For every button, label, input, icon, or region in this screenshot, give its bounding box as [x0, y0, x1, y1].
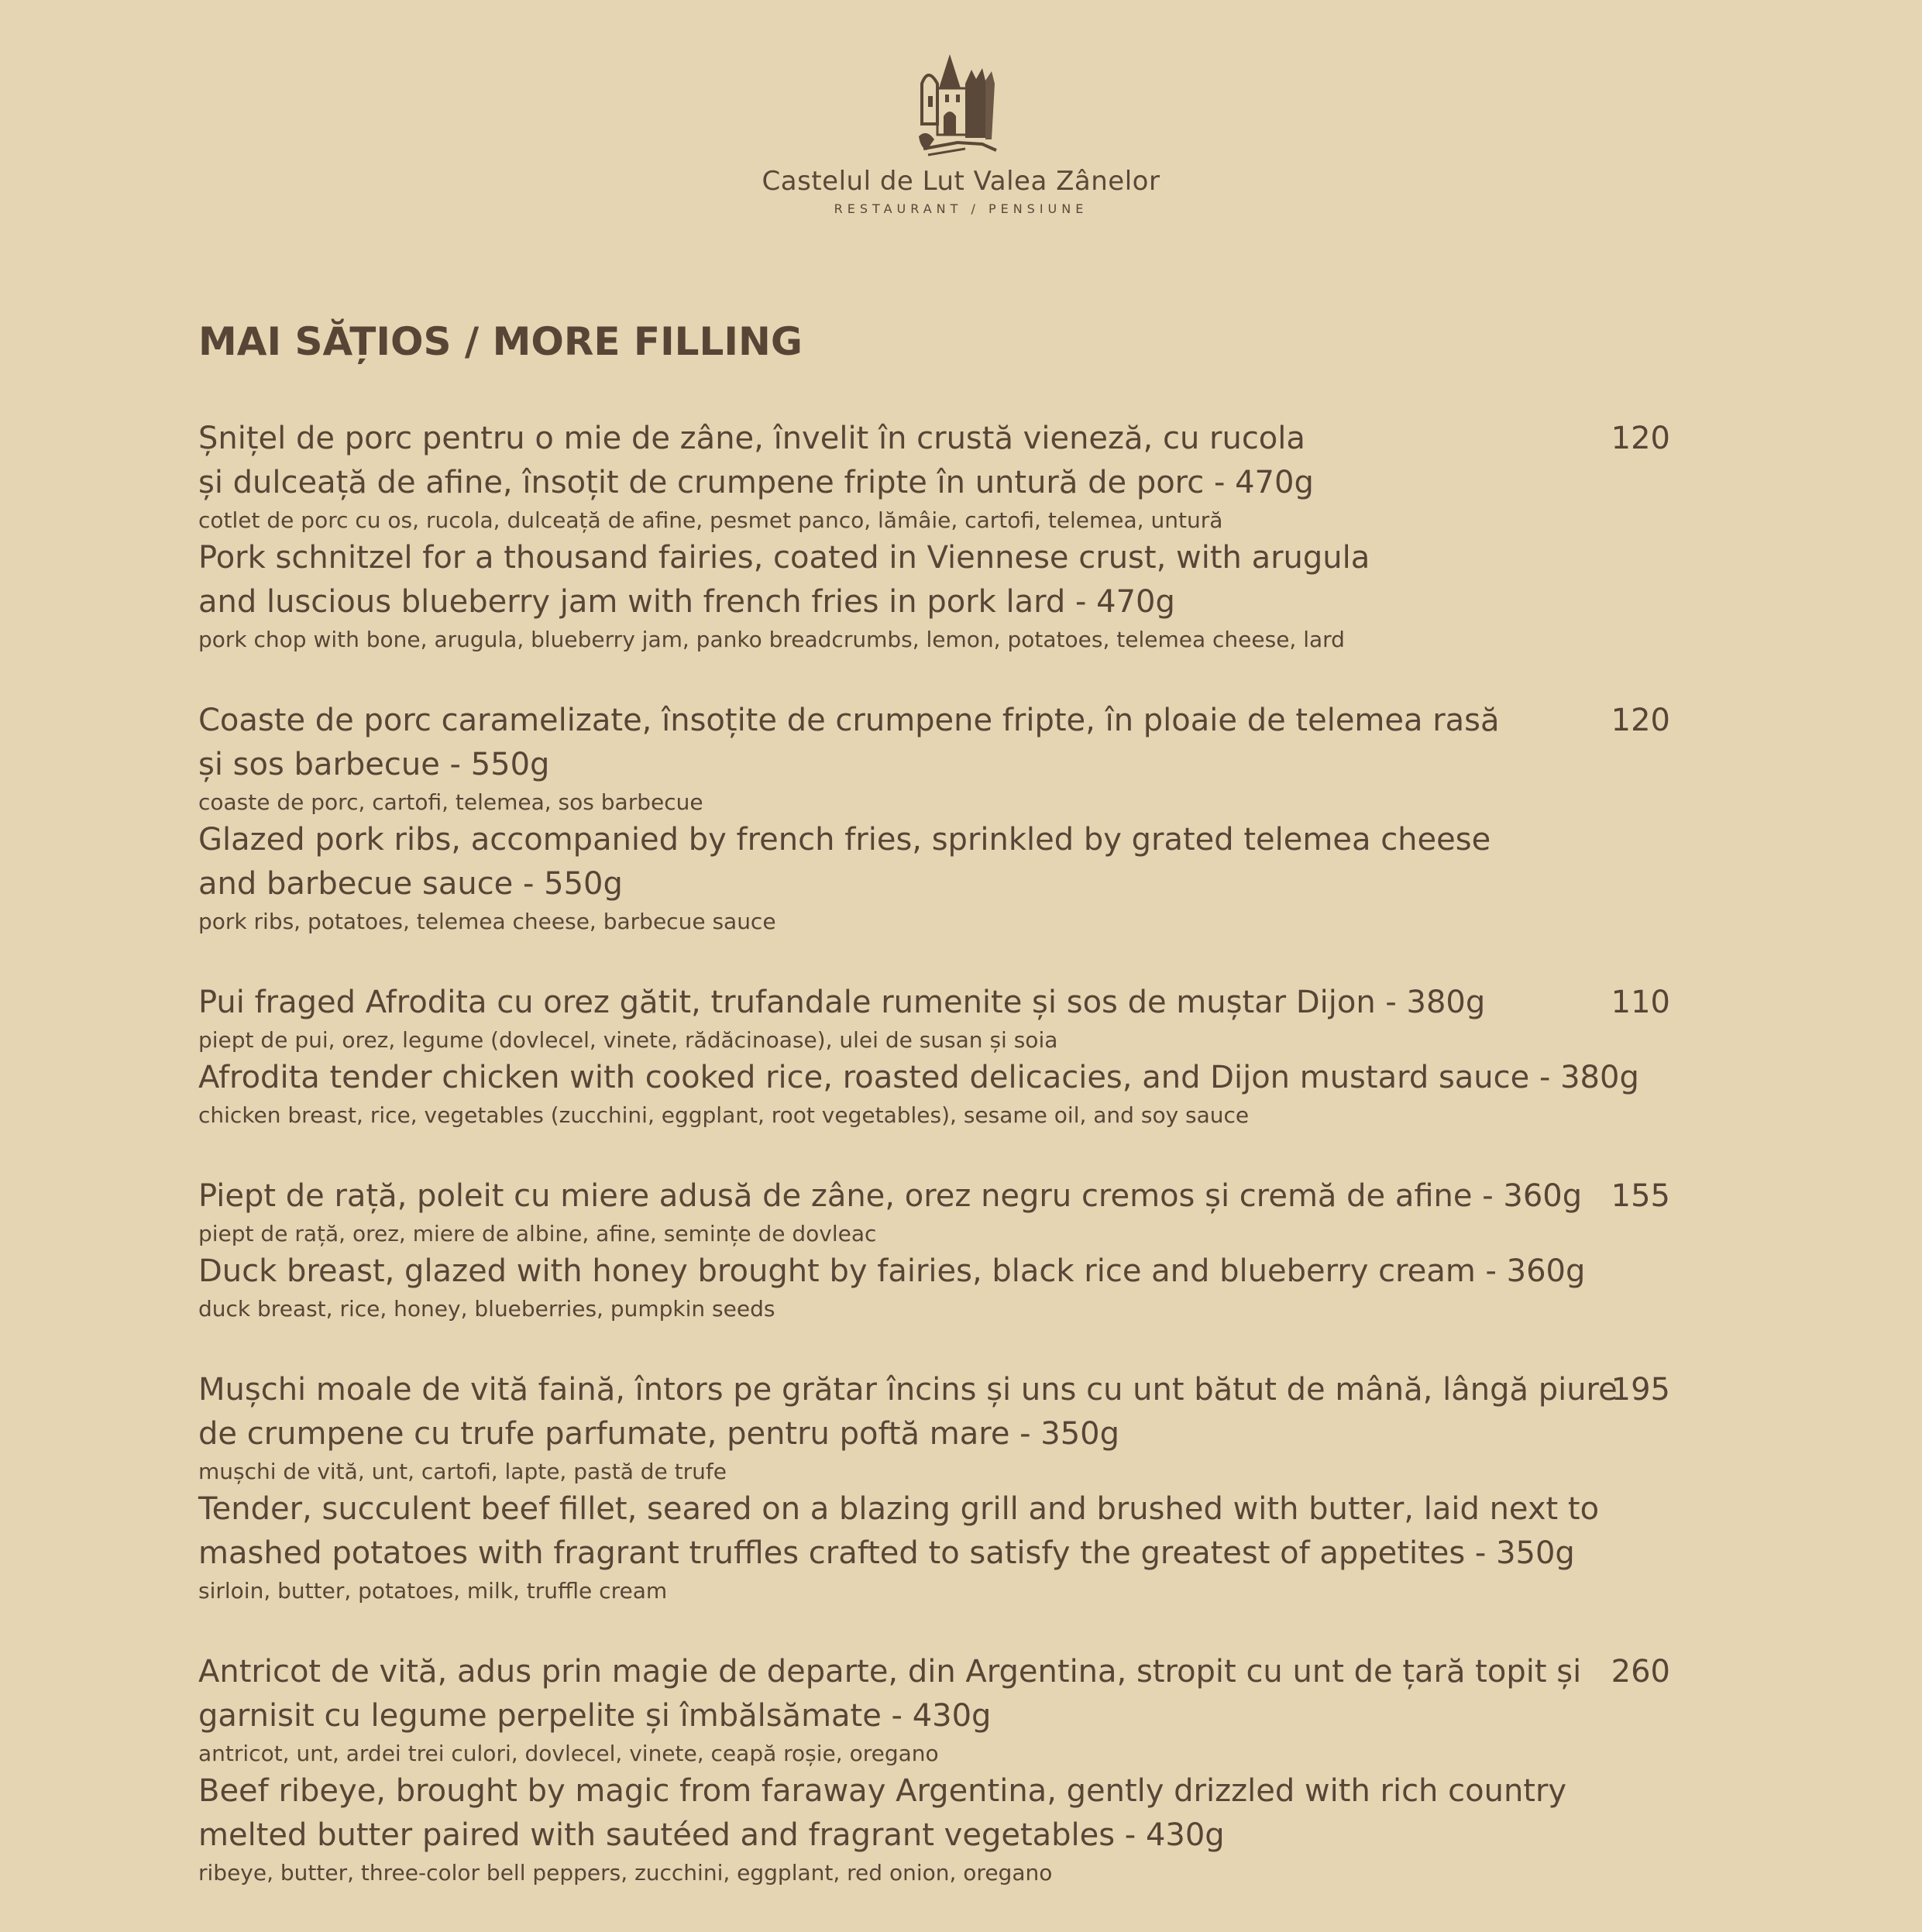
item-name-ro: garnisit cu legume perpelite și îmbălsămate - 430g	[198, 1698, 992, 1734]
item-name-en: mashed potatoes with fragrant truffles crafted to satisfy the greatest of appetites - 350g	[198, 1535, 1575, 1571]
item-name-ro: Coaste de porc caramelizate, însoțite de crumpene fripte, în ploaie de telemea rasă	[198, 703, 1500, 738]
menu-item	[198, 417, 1728, 655]
item-name-ro: Șnițel de porc pentru o mie de zâne, învelit în crustă vieneză, cu rucola	[198, 421, 1305, 456]
item-name-en: Glazed pork ribs, accompanied by french fries, sprinkled by grated telemea cheese	[198, 822, 1491, 858]
restaurant-name: Castelul de Lut Valea Zânelor	[762, 166, 1160, 197]
item-ingredients-ro: mușchi de vită, unt, cartofi, lapte, pastă de trufe	[198, 1459, 727, 1484]
restaurant-logo	[0, 53, 1922, 216]
item-ingredients-en: ribeye, butter, three-color bell peppers, zucchini, eggplant, red onion, oregano	[198, 1860, 1053, 1886]
item-ingredients-en: duck breast, rice, honey, blueberries, pumpkin seeds	[198, 1296, 775, 1322]
menu-item	[198, 1368, 1728, 1607]
item-ingredients-en: chicken breast, rice, vegetables (zucchini, eggplant, root vegetables), sesame oil, and soy sauce	[198, 1102, 1250, 1128]
section-title: MAI SĂȚIOS / MORE FILLING	[198, 319, 803, 364]
menu-items	[198, 417, 1728, 1932]
item-ingredients-ro: piept de pui, orez, legume (dovlecel, vinete, rădăcinoase), ulei de susan și soia	[198, 1027, 1058, 1053]
menu-item	[198, 1650, 1728, 1889]
item-name-en: Afrodita tender chicken with cooked rice, roasted delicacies, and Dijon mustard sauce - 380g	[198, 1060, 1639, 1095]
menu-item	[198, 981, 1728, 1131]
item-name-en: and luscious blueberry jam with french fries in pork lard - 470g	[198, 584, 1175, 620]
item-ingredients-en: sirloin, butter, potatoes, milk, truffle cream	[198, 1578, 668, 1604]
item-price: 120	[1611, 703, 1670, 738]
menu-item	[198, 1174, 1728, 1325]
item-name-ro: și dulceață de afine, însoțit de crumpene fripte în untură de porc - 470g	[198, 465, 1314, 500]
item-ingredients-ro: coaste de porc, cartofi, telemea, sos barbecue	[198, 789, 703, 815]
item-name-ro: Pui fraged Afrodita cu orez gătit, trufandale rumenite și sos de muștar Dijon - 380g	[198, 985, 1486, 1020]
item-ingredients-ro: piept de rață, orez, miere de albine, afine, semințe de dovleac	[198, 1221, 877, 1246]
castle-logo-icon	[911, 53, 1012, 161]
item-name-ro: și sos barbecue - 550g	[198, 747, 550, 782]
item-price: 195	[1611, 1372, 1670, 1408]
item-ingredients-en: pork chop with bone, arugula, blueberry jam, panko breadcrumbs, lemon, potatoes, telemea cheese, lard	[198, 627, 1345, 652]
item-name-en: Beef ribeye, brought by magic from faraway Argentina, gently drizzled with rich country	[198, 1773, 1567, 1809]
item-name-en: Pork schnitzel for a thousand fairies, coated in Viennese crust, with arugula	[198, 540, 1370, 576]
item-name-ro: Piept de rață, poleit cu miere adusă de zâne, orez negru cremos și cremă de afine - 360g	[198, 1178, 1583, 1214]
item-name-en: melted butter paired with sautéed and fragrant vegetables - 430g	[198, 1817, 1225, 1853]
item-name-ro: Mușchi moale de vită faină, întors pe grătar încins și uns cu unt bătut de mână, lângă piure	[198, 1372, 1618, 1408]
item-name-ro: Antricot de vită, adus prin magie de departe, din Argentina, stropit cu unt de țară topit și	[198, 1654, 1582, 1690]
item-name-en: Tender, succulent beef fillet, seared on a blazing grill and brushed with butter, laid next to	[198, 1491, 1600, 1527]
item-price: 120	[1611, 421, 1670, 456]
item-price: 260	[1611, 1654, 1670, 1690]
item-name-ro: de crumpene cu trufe parfumate, pentru poftă mare - 350g	[198, 1416, 1120, 1452]
item-price: 110	[1611, 985, 1670, 1020]
item-ingredients-en: pork ribs, potatoes, telemea cheese, barbecue sauce	[198, 909, 776, 934]
restaurant-subtitle: RESTAURANT / PENSIUNE	[834, 201, 1088, 216]
item-price: 155	[1611, 1178, 1670, 1214]
item-ingredients-ro: cotlet de porc cu os, rucola, dulceață de afine, pesmet panco, lămâie, cartofi, telemea, untură	[198, 507, 1223, 533]
menu-item	[198, 699, 1728, 937]
item-name-en: and barbecue sauce - 550g	[198, 866, 623, 902]
item-name-en: Duck breast, glazed with honey brought by fairies, black rice and blueberry cream - 360g	[198, 1253, 1586, 1289]
item-ingredients-ro: antricot, unt, ardei trei culori, dovlecel, vinete, ceapă roșie, oregano	[198, 1741, 939, 1766]
